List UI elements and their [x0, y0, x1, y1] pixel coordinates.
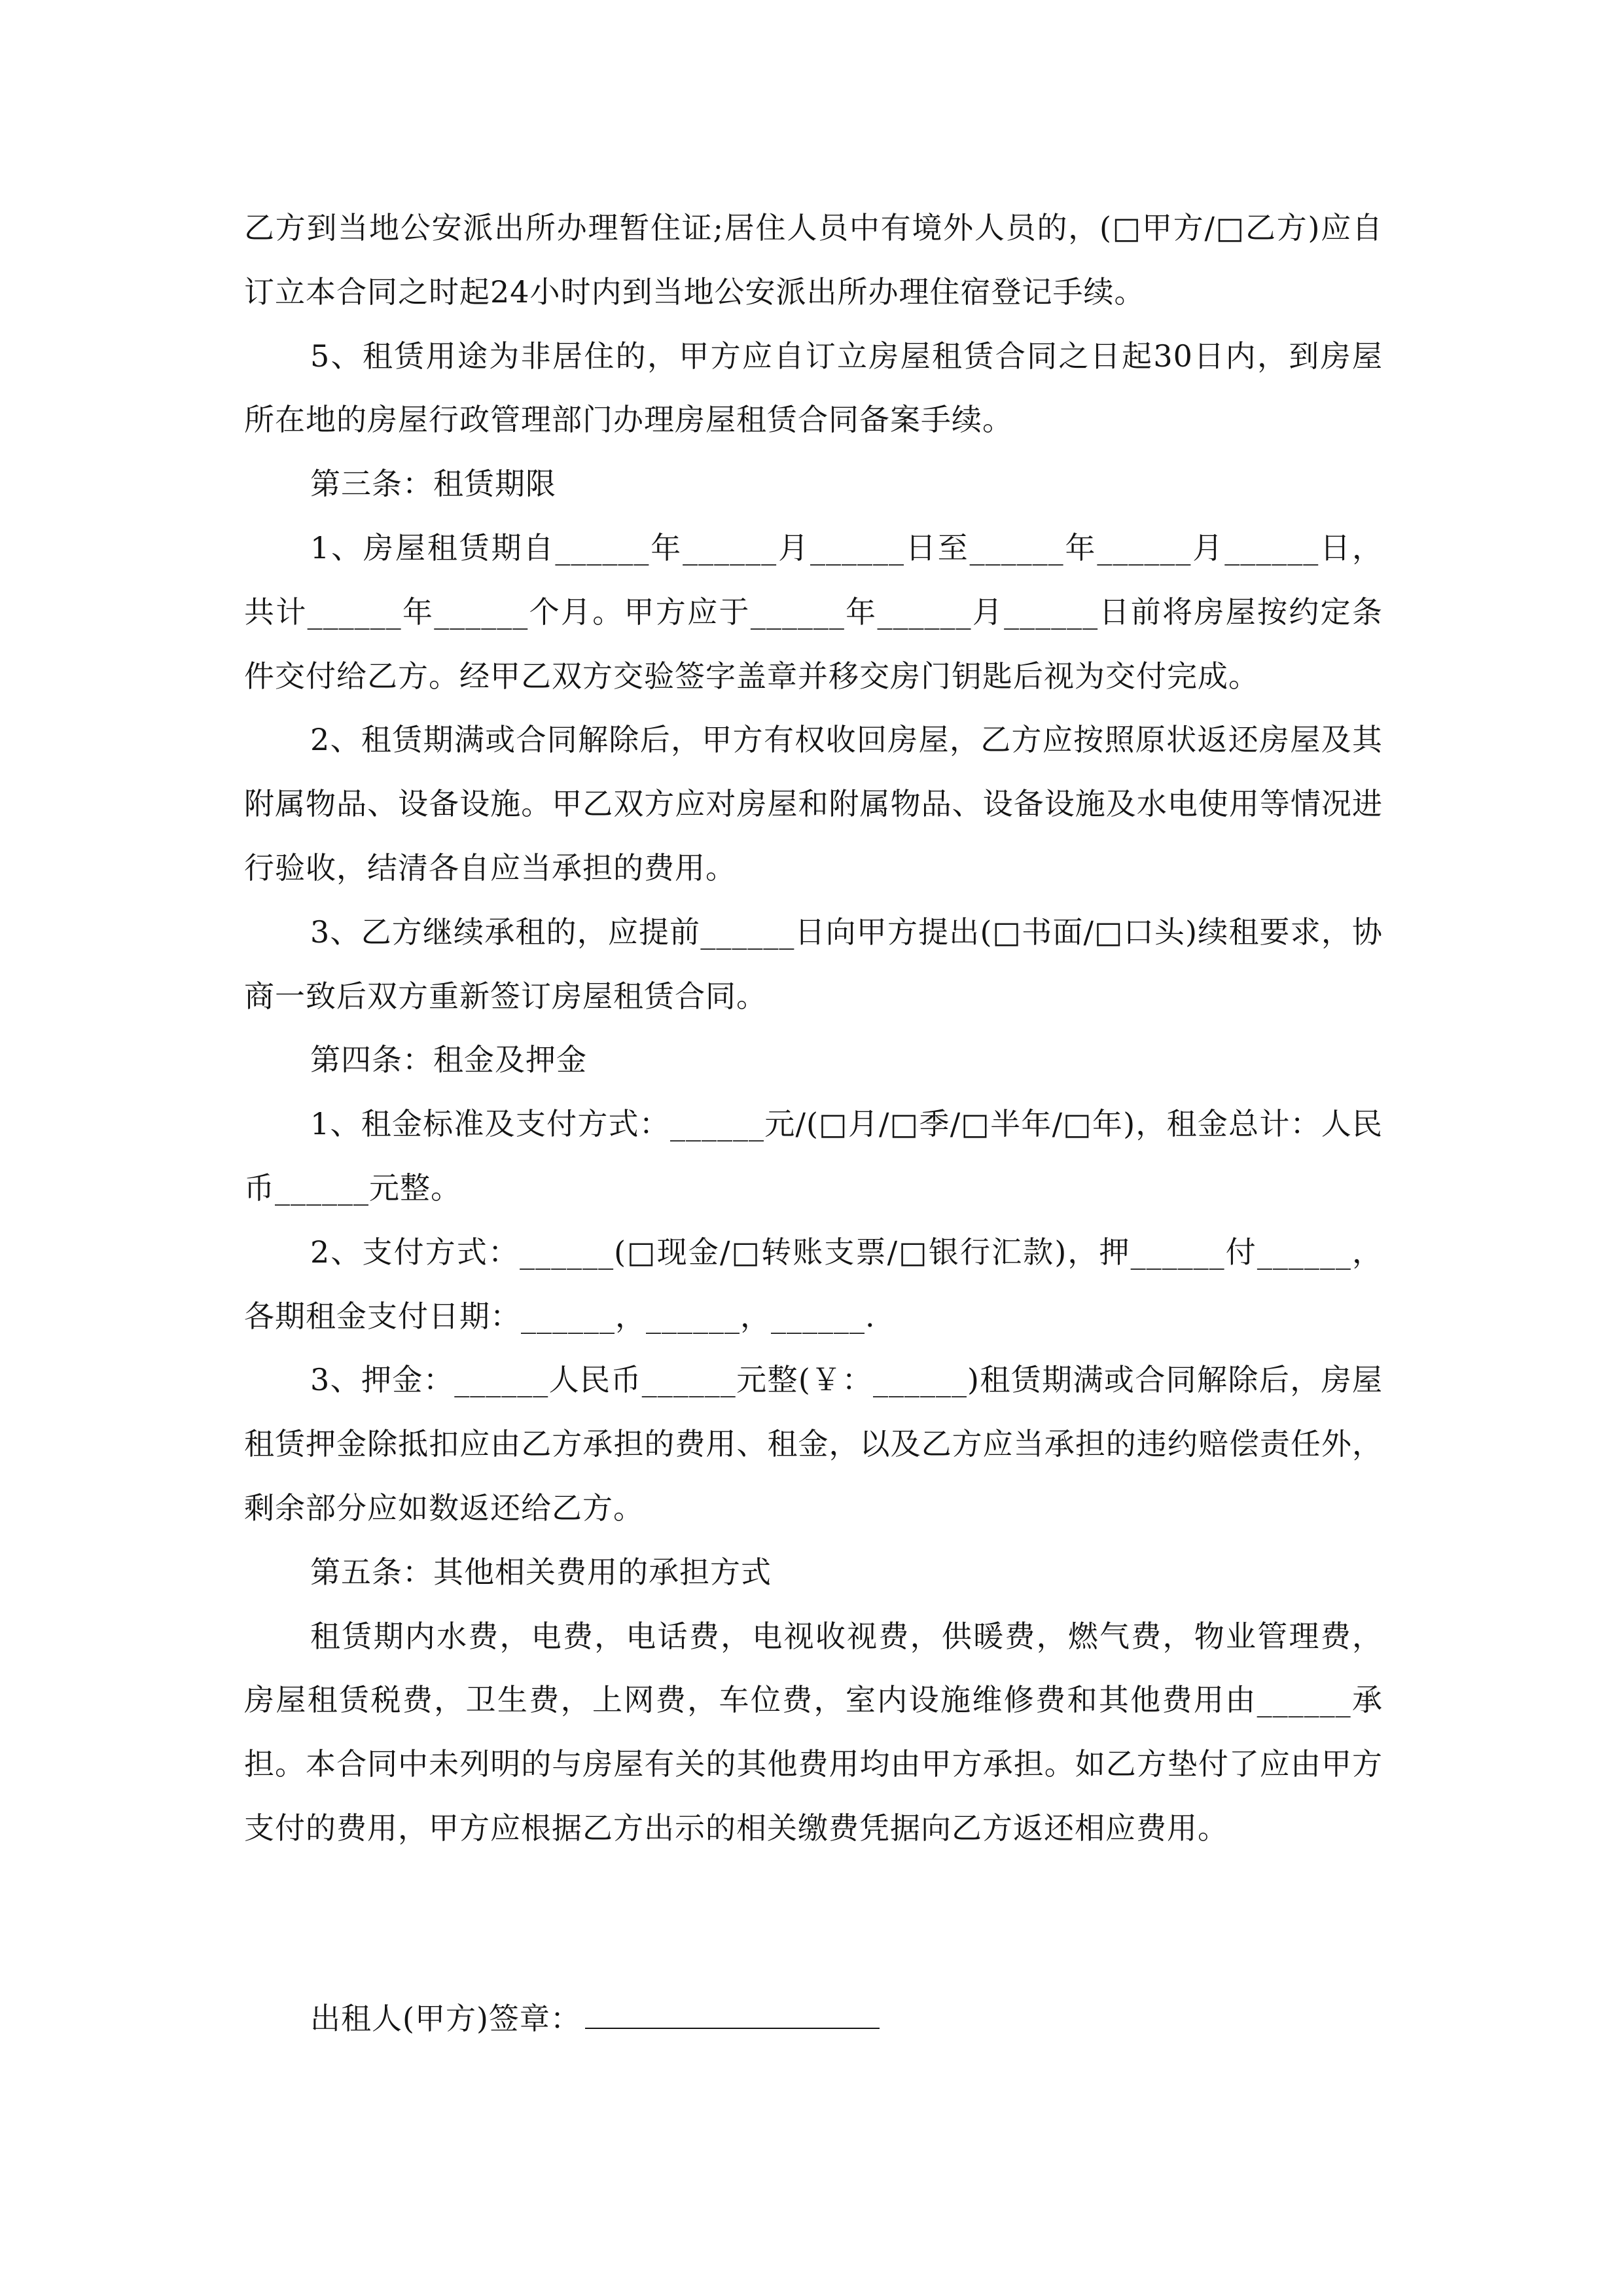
- contract-body: [244, 196, 1383, 1861]
- paragraph-continuation: 乙方到当地公安派出所办理暂住证;居住人员中有境外人员的，(□甲方/□乙方)应自订立本合同之时起24小时内到当地公安派出所办理住宿登记手续。: [244, 210, 1383, 310]
- article-5-heading: 第五条：其他相关费用的承担方式: [310, 1554, 772, 1590]
- article-3-heading: 第三条：租赁期限: [310, 466, 556, 502]
- paragraph-clause-3-1: 1、房屋租赁期自______年______月______日至______年______月______日，共计______年______个月。甲方应于______年______月______日前将房屋按约定条件交付给乙方。经甲乙双方交验签字盖章并移交房门钥匙后视为交付完成。: [244, 529, 1383, 694]
- paragraph-clause-3-3: 3、乙方继续承租的，应提前______日向甲方提出(□书面/□口头)续租要求，协商一致后双方重新签订房屋租赁合同。: [244, 914, 1383, 1014]
- signature-line[interactable]: [585, 1988, 880, 2029]
- paragraph-clause-4-3: 3、押金：______人民币______元整(￥：______)租赁期满或合同解除后，房屋租赁押金除抵扣应由乙方承担的费用、租金，以及乙方应当承担的违约赔偿责任外，剩余部分应如数返还给乙方。: [244, 1362, 1383, 1526]
- signature-label: 出租人(甲方)签章：: [310, 2001, 581, 2036]
- lessor-signature: [310, 1987, 880, 2051]
- paragraph-clause-2-5: 5、租赁用途为非居住的，甲方应自订立房屋租赁合同之日起30日内，到房屋所在地的房屋行政管理部门办理房屋租赁合同备案手续。: [244, 338, 1383, 438]
- article-4-heading: 第四条：租金及押金: [310, 1042, 587, 1078]
- paragraph-clause-5-1: 租赁期内水费，电费，电话费，电视收视费，供暖费，燃气费，物业管理费，房屋租赁税费，卫生费，上网费，车位费，室内设施维修费和其他费用由______承担。本合同中未列明的与房屋有关的其他费用均由甲方承担。如乙方垫付了应由甲方支付的费用，甲方应根据乙方出示的相关缴费凭据向乙方返还相应费用。: [244, 1618, 1383, 1846]
- paragraph-clause-3-2: 2、租赁期满或合同解除后，甲方有权收回房屋，乙方应按照原状返还房屋及其附属物品、设备设施。甲乙双方应对房屋和附属物品、设备设施及水电使用等情况进行验收，结清各自应当承担的费用。: [244, 722, 1383, 886]
- paragraph-clause-4-1: 1、租金标准及支付方式：______元/(□月/□季/□半年/□年)，租金总计：人民币______元整。: [244, 1106, 1383, 1206]
- paragraph-clause-4-2: 2、支付方式：______(□现金/□转账支票/□银行汇款)，押______付______，各期租金支付日期：______，______，______.: [244, 1234, 1383, 1334]
